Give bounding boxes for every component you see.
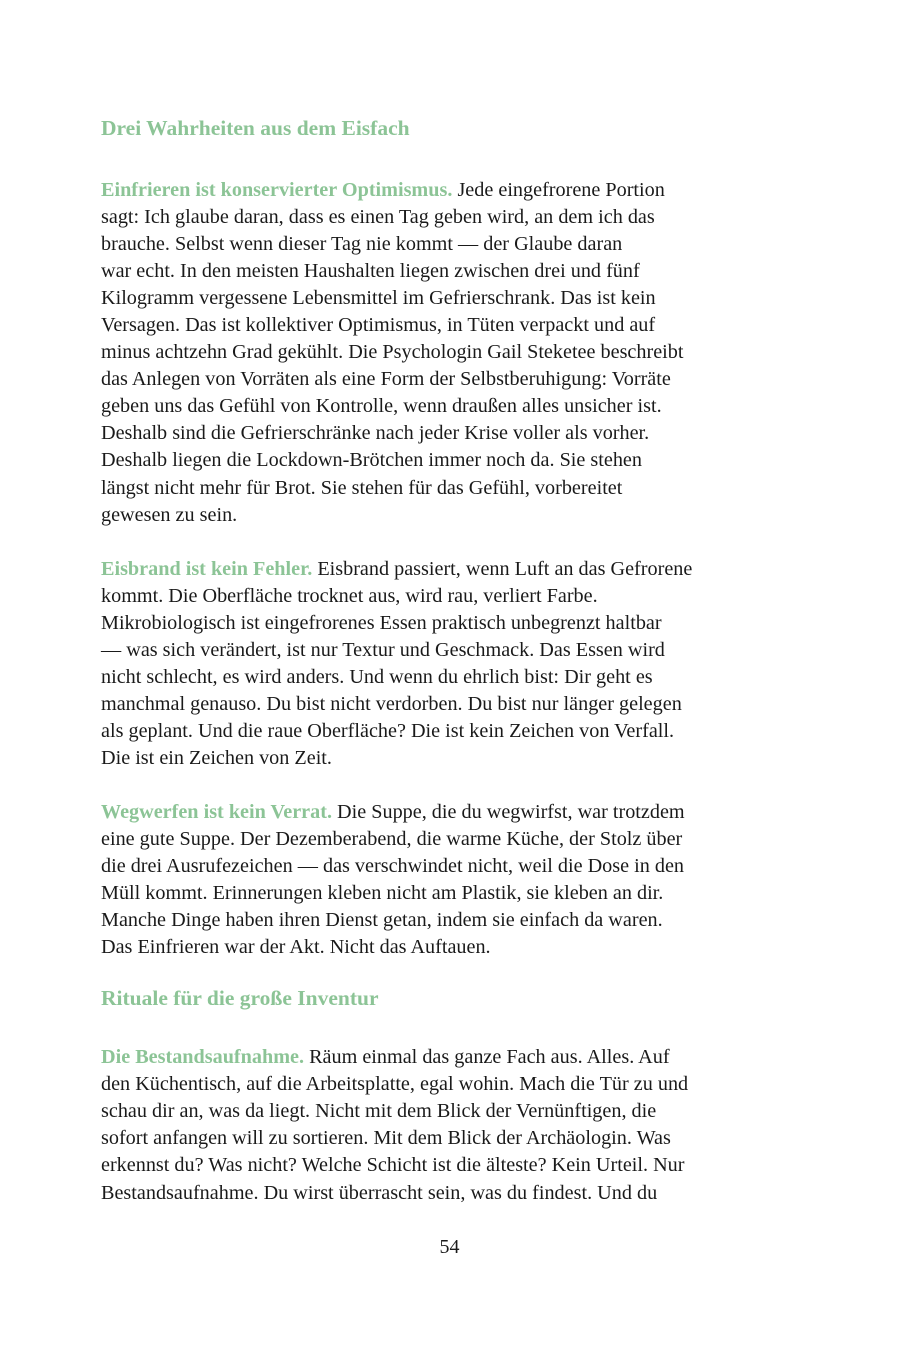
paragraph-line: die drei Ausrufezeichen — das verschwindet nicht, weil die Dose in den xyxy=(101,855,685,878)
paragraph-line: brauche. Selbst wenn dieser Tag nie kommt — der Glaube daran xyxy=(101,233,623,256)
paragraph-lead: Einfrieren ist konservierter Optimismus. xyxy=(101,179,453,201)
page-body xyxy=(101,112,763,1207)
paragraph-line: Kilogramm vergessene Lebensmittel im Gefrierschrank. Das ist kein xyxy=(101,287,656,310)
paragraph-line: Deshalb sind die Gefrierschränke nach jeder Krise voller als vorher. xyxy=(101,422,650,445)
paragraph-line: geben uns das Gefühl von Kontrolle, wenn draußen alles unsicher ist. xyxy=(101,395,662,418)
paragraph-line: manchmal genauso. Du bist nicht verdorben. Du bist nur länger gelegen xyxy=(101,692,682,715)
paragraph-line: Jede eingefrorene Portion xyxy=(457,179,665,201)
section-heading-truths: Drei Wahrheiten aus dem Eisfach xyxy=(101,116,410,140)
paragraph-line: gewesen zu sein. xyxy=(101,503,238,526)
paragraph-lead: Wegwerfen ist kein Verrat. xyxy=(101,800,332,823)
paragraph-line: war echt. In den meisten Haushalten liegen zwischen drei und fünf xyxy=(101,260,640,283)
paragraph-lead: Die Bestandsaufnahme. xyxy=(101,1046,305,1069)
paragraph-line: den Küchentisch, auf die Arbeitsplatte, egal wohin. Mach die Tür zu und xyxy=(101,1073,689,1096)
paragraph-line: kommt. Die Oberfläche trocknet aus, wird rau, verliert Farbe. xyxy=(101,584,598,607)
paragraph-line: Deshalb liegen die Lockdown-Brötchen immer noch da. Sie stehen xyxy=(101,449,642,472)
paragraph-line: sagt: Ich glaube daran, dass es einen Tag geben wird, an dem ich das xyxy=(101,206,655,229)
paragraph-line: Das Einfrieren war der Akt. Nicht das Auftauen. xyxy=(101,936,491,959)
paragraph-line: sofort anfangen will zu sortieren. Mit dem Blick der Archäologin. Was xyxy=(101,1127,671,1150)
paragraph-line: Mikrobiologisch ist eingefrorenes Essen praktisch unbegrenzt haltbar xyxy=(101,611,662,634)
section-heading-rituals: Rituale für die große Inventur xyxy=(101,986,379,1011)
paragraph-freezer-burn xyxy=(101,556,763,772)
paragraph-line: Eisbrand passiert, wenn Luft an das Gefrorene xyxy=(317,557,693,580)
paragraph-line: Müll kommt. Erinnerungen kleben nicht am Plastik, sie kleben an dir. xyxy=(101,882,664,905)
paragraph-line: Die ist ein Zeichen von Zeit. xyxy=(101,746,332,769)
paragraph-line: Räum einmal das ganze Fach aus. Alles. Auf xyxy=(309,1046,670,1069)
paragraph-line: eine gute Suppe. Der Dezemberabend, die warme Küche, der Stolz über xyxy=(101,828,683,851)
paragraph-line: Manche Dinge haben ihren Dienst getan, indem sie einfach da waren. xyxy=(101,909,663,932)
paragraph-line: schau dir an, was da liegt. Nicht mit dem Blick der Vernünftigen, die xyxy=(101,1100,657,1123)
paragraph-line: Die Suppe, die du wegwirfst, war trotzdem xyxy=(337,800,685,823)
paragraph-line: als geplant. Und die raue Oberfläche? Die ist kein Zeichen von Verfall. xyxy=(101,719,675,742)
paragraph-line: nicht schlecht, es wird anders. Und wenn du ehrlich bist: Dir geht es xyxy=(101,665,653,688)
paragraph-line: Bestandsaufnahme. Du wirst überrascht sein, was du findest. Und du xyxy=(101,1181,658,1204)
paragraph-optimism xyxy=(101,177,763,529)
paragraph-inventory xyxy=(101,1044,763,1206)
paragraph-lead: Eisbrand ist kein Fehler. xyxy=(101,557,313,580)
paragraph-line: Versagen. Das ist kollektiver Optimismus, in Tüten verpackt und auf xyxy=(101,314,656,337)
paragraph-throwing-away xyxy=(101,799,763,961)
paragraph-line: — was sich verändert, ist nur Textur und Geschmack. Das Essen wird xyxy=(101,638,665,661)
paragraph-line: das Anlegen von Vorräten als eine Form der Selbstberuhigung: Vorräte xyxy=(101,368,671,391)
paragraph-line: minus achtzehn Grad gekühlt. Die Psychologin Gail Steketee beschreibt xyxy=(101,341,684,364)
paragraph-line: erkennst du? Was nicht? Welche Schicht ist die älteste? Kein Urteil. Nur xyxy=(101,1154,685,1177)
page-number: 54 xyxy=(439,1236,460,1258)
paragraph-line: längst nicht mehr für Brot. Sie stehen für das Gefühl, vorbereitet xyxy=(101,476,623,499)
